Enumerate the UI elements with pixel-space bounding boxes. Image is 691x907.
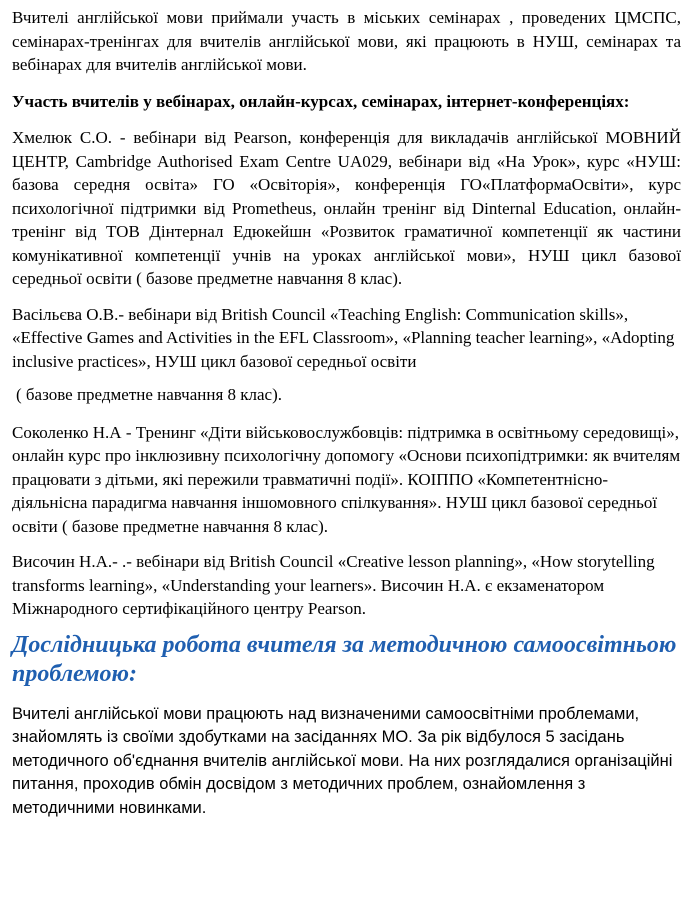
research-heading: Дослідницька робота вчителя за методичною самоосвітньою проблемою: xyxy=(12,631,677,687)
teacher-sokolenko-paragraph: Соколенко Н.А - Тренинг «Діти військовослужбовців: підтримка в освітньому середовищі», онлайн курс про інклюзивну психологічну допомогу «Основи психопідтримки: як вчителям працювати з дітьми, які пережили травматичні події». КОІППО «Компетентнісно-діяльнісна парадигма навчання іншомовного спілкування». НУШ цикл базової середньої освіти ( базове предметне навчання 8 клас). xyxy=(12,422,681,536)
research-paragraph: Вчителі англійської мови працюють над визначеними самоосвітніми проблемами, знайомлять із своїми здобутками на засіданнях МО. За рік відбулося 5 засідань методичного об'єднання вчителів англійської мови. На них розглядалися організаційні питання, проходив обмін досвідом з методичних проблем, ознайомлення з методичними новинками. xyxy=(12,704,673,817)
teacher-vysochyn-paragraph: Височин Н.А.- .- вебінари від British Council «Creative lesson planning», «How storytelling transforms learning», «Understanding your learners». Височин Н.А. є екзаменатором Міжнародного сертифікаційного центру Pearson. xyxy=(12,552,655,618)
teacher-vasilieva-paragraph: Васільєва О.В.- вебінари від British Council «Teaching English: Communication skills», «Effective Games and Activities in the EFL Classroom», «Planning teacher learning», «Adopting inclusive practices», НУШ цикл базової середньої освіти xyxy=(12,304,675,371)
participation-heading: Участь вчителів у вебінарах, онлайн-курсах, семінарах, інтернет-конференціях: xyxy=(12,91,630,111)
teacher-vasilieva-continuation-text: ( базове предметне навчання 8 клас). xyxy=(16,385,283,404)
teacher-khmeliuk-paragraph: Хмелюк С.О. - вебінари від Pearson, конференція для викладачів англійської МОВНИЙ ЦЕНТР, Cambridge Authorised Exam Centre UA029, вебінари від «На Урок», курс «НУШ: базова середня освіта» ГО «Освіторія», конференція ГО«ПлатформаОсвіти», курс психологічної підтримки від Prometheus, онлайн тренінг від Dinternal Education, онлайн-тренінг від ТОВ Дінтернал Едюкейшн «Розвиток граматичної компетенції як частини комунікативної компетенції учнів на уроках англійської мови», НУШ цикл базової середньої освіти ( базове предметне навчання 8 клас). xyxy=(12,128,681,288)
intro-paragraph: Вчителі англійської мови приймали участь в міських семінарах , проведених ЦМСПС, семінарах-тренінгах для вчителів англійської мови, які працюють в НУШ, семінарах та вебінарах для вчителів англійської мови. xyxy=(12,8,681,74)
teacher-vasilieva-continuation xyxy=(12,383,681,407)
